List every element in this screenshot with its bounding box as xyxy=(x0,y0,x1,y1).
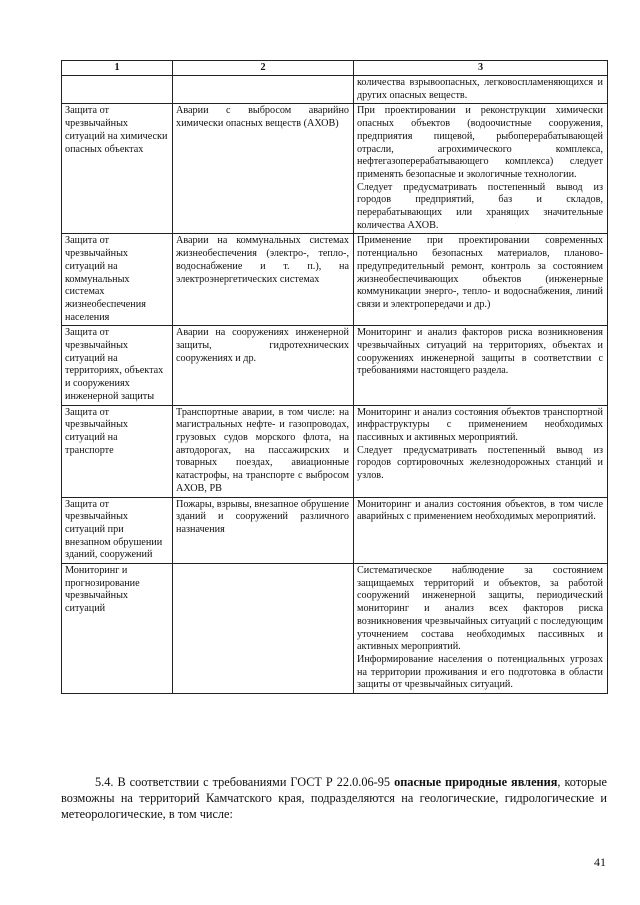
measure-text: При проектировании и реконструкции химически опасных объектов (водоочистные сооружения, предприятия пищевой, рыбоперерабатывающей отрасли, агрохимического комплекса, нефтегазоперерабатывающего комплекса) следует применять безопасные и экологичные технологии. xyxy=(357,105,603,180)
cell-emergency-type: Аварии на сооружениях инженерной защиты, гидротехнических сооружениях и др. xyxy=(173,326,354,405)
paragraph-text-before: 5.4. В соответствии с требованиями ГОСТ Р 22.0.06-95 xyxy=(95,775,395,789)
measure-text: Систематическое наблюдение за состоянием защищаемых территорий и объектов, за работой сооружений инженерной защиты, периодический мониторинг и анализ всех факторов риска возникновения чрезвычайных ситуаций с последующим уточнением состава необходимых пассивных и активных мероприятий. xyxy=(357,565,603,653)
cell-measures xyxy=(354,326,608,405)
measure-text: Информирование населения о потенциальных угрозах на территории проживания и его подготовка в области защиты от чрезвычайных ситуаций. xyxy=(357,653,603,691)
measure-text: Мониторинг и анализ состояния объектов, в том числе аварийных с применением необходимых мероприятий. xyxy=(357,498,603,523)
cell-emergency-type: Пожары, взрывы, внезапное обрушение зданий и сооружений различного назначения xyxy=(173,497,354,564)
cell-emergency-type xyxy=(173,564,354,694)
table-row xyxy=(62,104,608,234)
header-col-2: 2 xyxy=(173,61,354,76)
page-number: 41 xyxy=(594,855,606,869)
cell-measures xyxy=(354,104,608,234)
cell-measures xyxy=(354,234,608,326)
table-row xyxy=(62,497,608,564)
cell-emergency-type: Транспортные аварии, в том числе: на магистральных нефте- и газопроводах, грузовых судов морского флота, на автодорогах, на пассажирских и товарных поездах, авиационные катастрофы, на транспорте с выбросом АХОВ, РВ xyxy=(173,405,354,497)
paragraph-bold-term: опасные природные явления xyxy=(394,775,558,789)
cell-empty xyxy=(173,76,354,104)
cell-protection-area: Защита от чрезвычайных ситуаций на коммунальных системах жизнеобеспечения населения xyxy=(62,234,173,326)
cell-protection-area: Защита от чрезвычайных ситуаций при внезапном обрушении зданий, сооружений xyxy=(62,497,173,564)
table-header-row xyxy=(62,61,608,76)
measure-text: Мониторинг и анализ факторов риска возникновения чрезвычайных ситуаций на территориях, объектах и сооружениях инженерной защиты в соответствии с требованиями настоящего раздела. xyxy=(357,327,603,377)
table-row xyxy=(62,564,608,694)
measure-text: Применение при проектировании современных потенциально безопасных материалов, планово-предупредительный ремонт, контроль за состоянием жизнеобеспечивающих объектов (инженерные коммуникации энерго-, тепло- и водоснабжения, линий связи и электропередачи и др.) xyxy=(357,235,603,310)
cell-measures xyxy=(354,564,608,694)
cell-protection-area: Защита от чрезвычайных ситуаций на территориях, объектах и сооружениях инженерной защиты xyxy=(62,326,173,405)
table-row xyxy=(62,326,608,405)
cell-protection-area: Мониторинг и прогнозирование чрезвычайных ситуаций xyxy=(62,564,173,694)
cell-protection-area: Защита от чрезвычайных ситуаций на химически опасных объектах xyxy=(62,104,173,234)
measure-text: Следует предусматривать постепенный вывод из городов предприятий, баз и складов, перерабатывающих или хранящих значительные количества АХОВ. xyxy=(357,181,603,231)
cell-continuation: количества взрывоопасных, легковоспламеняющихся и других опасных веществ. xyxy=(354,76,608,104)
measure-text: Следует предусматривать постепенный вывод из городов сортировочных железнодорожных станций и узлов. xyxy=(357,444,603,482)
cell-emergency-type: Аварии с выбросом аварийно химически опасных веществ (АХОВ) xyxy=(173,104,354,234)
cell-emergency-type: Аварии на коммунальных системах жизнеобеспечения (электро-, тепло-, водоснабжение и т. п.), на электроэнергетических системах xyxy=(173,234,354,326)
header-col-3: 3 xyxy=(354,61,608,76)
header-col-1: 1 xyxy=(62,61,173,76)
table-row xyxy=(62,405,608,497)
cell-measures xyxy=(354,405,608,497)
measure-text: Мониторинг и анализ состояния объектов транспортной инфраструктуры с применением необходимых пассивных и активных мероприятий. xyxy=(357,406,603,443)
cell-protection-area: Защита от чрезвычайных ситуаций на транспорте xyxy=(62,405,173,497)
cell-measures xyxy=(354,497,608,564)
table-row-continuation xyxy=(62,76,608,104)
body-paragraph xyxy=(61,774,607,822)
table-row xyxy=(62,234,608,326)
measures-table xyxy=(61,60,608,694)
cell-empty xyxy=(62,76,173,104)
paragraph-text-after: , которые возможны на территорий Камчатского края, подразделяются на геологические, гидрологические и метеорологические, в том числе: xyxy=(61,775,608,821)
